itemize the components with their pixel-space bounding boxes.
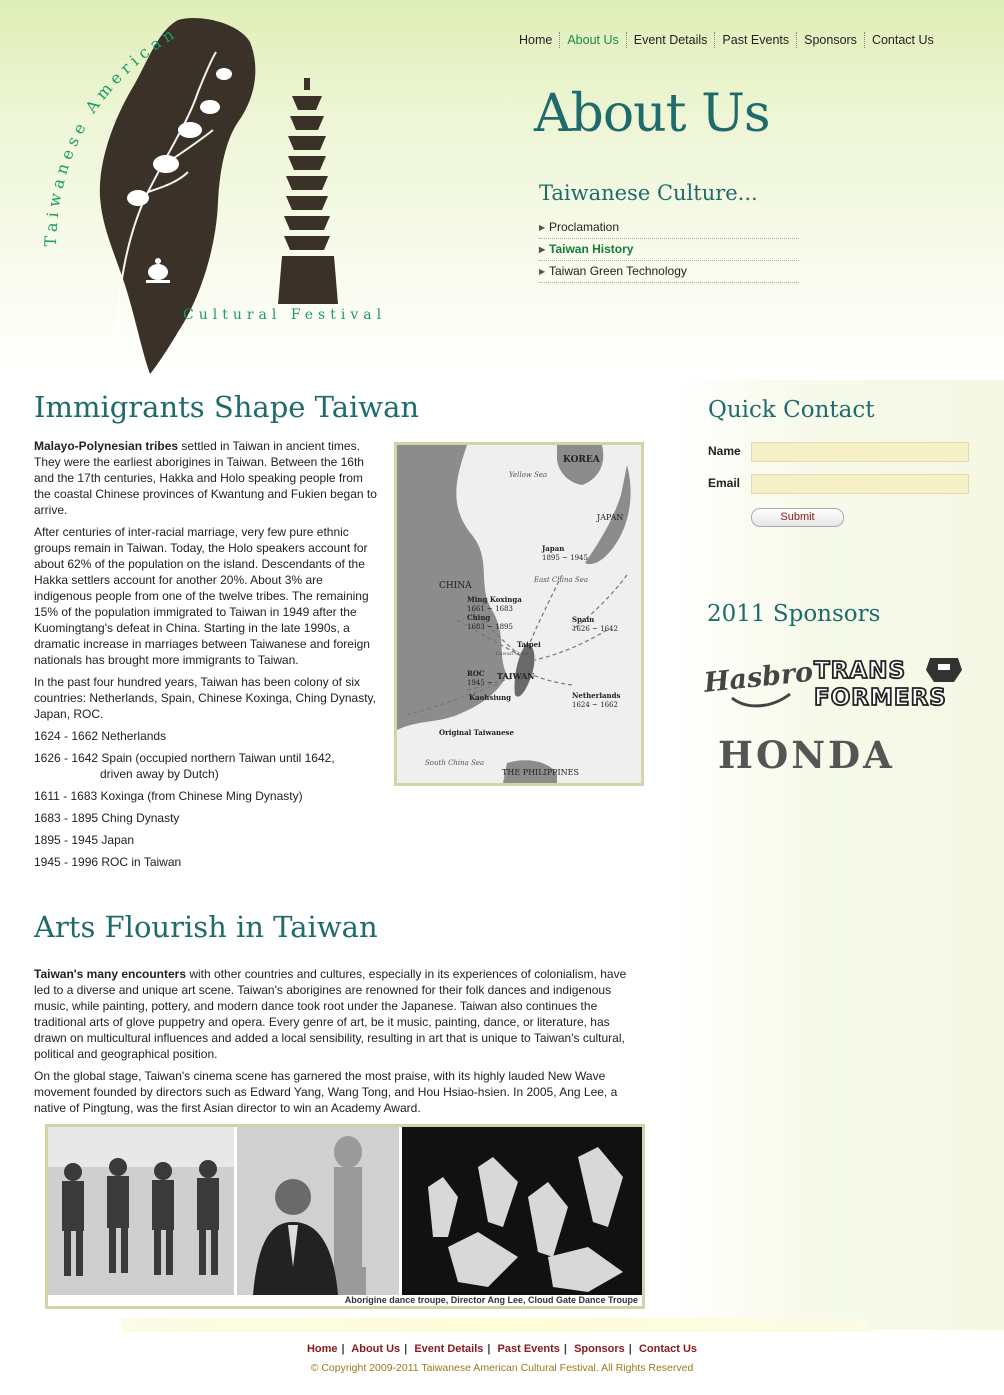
arrow-right-icon: ▶ xyxy=(539,223,546,232)
timeline-text: 1683 - 1895 Ching Dynasty xyxy=(34,811,180,825)
lead-text: Taiwan's many encounters xyxy=(34,967,187,981)
svg-text:THE PHILIPPINES: THE PHILIPPINES xyxy=(502,768,579,777)
east-asia-map xyxy=(394,442,644,786)
subnav-item-label: Taiwan Green Technology xyxy=(549,264,687,278)
svg-text:TAIWAN: TAIWAN xyxy=(497,671,535,681)
timeline-text: 1895 - 1945 Japan xyxy=(34,833,135,847)
svg-text:Original Taiwanese: Original Taiwanese xyxy=(439,728,514,737)
timeline-item xyxy=(34,810,379,826)
footer-link-past-events[interactable]: Past Events xyxy=(497,1343,560,1355)
timeline-text: 1624 - 1662 Netherlands xyxy=(34,729,167,743)
paragraph xyxy=(34,438,379,518)
festival-logo[interactable] xyxy=(38,12,398,377)
svg-text:1895 ~ 1945: 1895 ~ 1945 xyxy=(542,554,588,562)
name-field[interactable] xyxy=(751,442,969,462)
svg-text:1624 ~ 1662: 1624 ~ 1662 xyxy=(572,701,618,709)
svg-text:1945 ~: 1945 ~ xyxy=(467,679,493,687)
footer-nav xyxy=(0,1343,1004,1355)
svg-text:Yellow Sea: Yellow Sea xyxy=(509,471,548,479)
timeline-item xyxy=(34,788,379,804)
svg-text:South China Sea: South China Sea xyxy=(425,759,485,767)
paragraph: In the past four hundred years, Taiwan has been colony of six countries: Netherlands, Spain, Chinese Koxinga, Ching Dynasty, Japan, ROC. xyxy=(34,675,376,721)
culture-subnav-title: Taiwanese Culture... xyxy=(539,181,758,205)
honda-logo[interactable] xyxy=(714,734,964,776)
timeline-item xyxy=(34,854,379,870)
nav-sponsors[interactable]: Sponsors xyxy=(804,33,857,47)
svg-text:Taiwanese American: Taiwanese American xyxy=(40,22,182,247)
svg-text:Taiwan Strait: Taiwan Strait xyxy=(495,651,530,657)
svg-text:HONDA: HONDA xyxy=(718,733,895,777)
paragraph-text: with other countries and cultures, especially in its experiences of colonialism, have led to a diverse and unique art scene. Taiwan's aborigines are renowned for their folk dances and indigenous music, while painting, pottery, and modern dance took root under the Japanese. Taiwan also continues the traditional arts of glove puppetry and opera. Every genre of art, be it music, painting, dance, or literature, has drawn on multicultural influences and added a local sensibility, resulting in art that is unique to Taiwan's cultural, political and geographical position. xyxy=(34,967,627,1061)
arrow-right-icon: ▶ xyxy=(539,267,546,276)
svg-text:Japan: Japan xyxy=(542,544,565,553)
footer-link-about-us[interactable]: About Us xyxy=(351,1343,401,1355)
arrow-right-icon: ▶ xyxy=(539,245,546,254)
paragraph: On the global stage, Taiwan's cinema scene has garnered the most praise, with its highly lauded New Wave movement founded by directors such as Edward Yang, Wang Tong, and Hou Hsiao-hsien. In 2005, Ang Lee, a native of Pingtung, was the first Asian director to win an Academy Award. xyxy=(34,1069,618,1115)
email-field[interactable] xyxy=(751,474,969,494)
timeline-item xyxy=(34,832,379,848)
timeline-item xyxy=(34,750,379,782)
svg-text:1626 ~ 1642: 1626 ~ 1642 xyxy=(572,625,618,633)
footer-separator: | xyxy=(341,1343,345,1355)
footer-separator: | xyxy=(563,1343,567,1355)
footer-separator: | xyxy=(487,1343,491,1355)
timeline-text: 1945 - 1996 ROC in Taiwan xyxy=(34,855,182,869)
svg-text:Hasbro: Hasbro xyxy=(702,656,815,699)
nav-home[interactable]: Home xyxy=(519,33,553,47)
subnav-item-label: Proclamation xyxy=(549,220,620,234)
timeline-continuation: driven away by Dutch) xyxy=(100,767,219,781)
culture-subnav xyxy=(539,217,799,283)
svg-text:Netherlands: Netherlands xyxy=(572,691,621,700)
subnav-item-label: Taiwan History xyxy=(549,242,634,256)
svg-text:Cultural Festival: Cultural Festival xyxy=(183,307,387,323)
footer-link-contact-us[interactable]: Contact Us xyxy=(638,1343,697,1355)
quick-contact-title: Quick Contact xyxy=(708,397,875,423)
svg-text:KOREA: KOREA xyxy=(563,455,600,465)
footer-separator: | xyxy=(628,1343,632,1355)
paragraph xyxy=(34,966,644,1062)
hasbro-logo[interactable] xyxy=(702,650,815,712)
svg-text:Ming Koxinga: Ming Koxinga xyxy=(467,595,522,604)
svg-text:CHINA: CHINA xyxy=(439,581,472,591)
autobot-icon xyxy=(926,658,962,682)
nav-past-events[interactable]: Past Events xyxy=(722,33,790,47)
svg-text:1661 ~ 1683: 1661 ~ 1683 xyxy=(467,605,513,613)
nav-event-details[interactable]: Event Details xyxy=(633,33,708,47)
paragraph: After centuries of inter-racial marriage, very few pure ethnic groups remain in Taiwan. Today, the Holo speakers account for about 62% of the population on the island. Descendants of the Hakka settlers account for another 20%. About 3% are indigenous people from one of the twelve tribes. The remaining 15% of the population immigrated to Taiwan in 1949 after the Kuomingtang's defeat in China. Starting in the late 1990s, a dramatic increase in marriages between Taiwanese and foreign nationals has brought more immigrants to Taiwan. xyxy=(34,525,370,667)
section-arts xyxy=(34,910,644,1122)
svg-text:Ching: Ching xyxy=(467,613,491,622)
subnav-item-green-technology[interactable] xyxy=(539,261,799,283)
cloud-gate-dance-photo xyxy=(402,1127,642,1295)
photo-caption: Aborigine dance troupe, Director Ang Lee, Cloud Gate Dance Troupe xyxy=(344,1295,638,1305)
svg-text:FORMERS: FORMERS xyxy=(814,685,947,711)
svg-text:JAPAN: JAPAN xyxy=(597,513,624,522)
timeline-item xyxy=(34,728,379,744)
transformers-logo[interactable] xyxy=(812,656,980,710)
paragraph-text: settled in Taiwan in ancient times. They were the earliest aborigines in Taiwan. Between the 16th and the 17th centuries, Hakka and Holo speaking people from the coastal Chinese provinces of Kwantung and Fukien began to arrive. xyxy=(34,439,377,517)
copyright-text: © Copyright 2009-2011 Taiwanese American Cultural Festival. All Rights Reserved xyxy=(310,1362,694,1374)
nav-contact-us[interactable]: Contact Us xyxy=(871,33,934,47)
email-label: Email xyxy=(708,476,741,490)
svg-text:ROC: ROC xyxy=(467,669,485,678)
subnav-item-proclamation[interactable] xyxy=(539,217,799,239)
footer-link-sponsors[interactable]: Sponsors xyxy=(574,1343,625,1355)
svg-text:East China Sea: East China Sea xyxy=(534,576,589,584)
page-title: About Us xyxy=(534,84,770,144)
footer-band xyxy=(122,1318,870,1332)
lead-text: Malayo-Polynesian tribes xyxy=(34,439,179,453)
subnav-item-taiwan-history[interactable] xyxy=(539,239,799,261)
ang-lee-photo xyxy=(237,1127,399,1295)
svg-text:Kaohsiung: Kaohsiung xyxy=(469,693,512,702)
svg-text:Taipei: Taipei xyxy=(517,640,541,649)
section-title: Arts Flourish in Taiwan xyxy=(34,910,378,944)
svg-text:1683 ~ 1895: 1683 ~ 1895 xyxy=(467,623,513,631)
svg-text:Spain: Spain xyxy=(572,615,595,624)
svg-text:TRANS: TRANS xyxy=(814,658,907,684)
name-label: Name xyxy=(708,444,741,458)
sponsors-title: 2011 Sponsors xyxy=(707,601,881,627)
footer-separator: | xyxy=(404,1343,408,1355)
timeline-text: 1611 - 1683 Koxinga (from Chinese Ming Dynasty) xyxy=(34,789,303,803)
timeline-text: 1626 - 1642 Spain (occupied northern Taiwan until 1642, xyxy=(34,751,335,765)
arts-photo-strip xyxy=(45,1124,645,1309)
section-immigrants xyxy=(34,390,420,876)
nav-about-us[interactable]: About Us xyxy=(567,33,619,47)
pagoda-icon xyxy=(278,78,338,304)
top-nav xyxy=(512,32,941,48)
aborigine-dance-photo xyxy=(48,1127,234,1295)
section-title: Immigrants Shape Taiwan xyxy=(34,390,420,424)
footer-link-event-details[interactable]: Event Details xyxy=(414,1343,484,1355)
submit-button[interactable]: Submit xyxy=(751,508,844,527)
footer-link-home[interactable]: Home xyxy=(306,1343,338,1355)
